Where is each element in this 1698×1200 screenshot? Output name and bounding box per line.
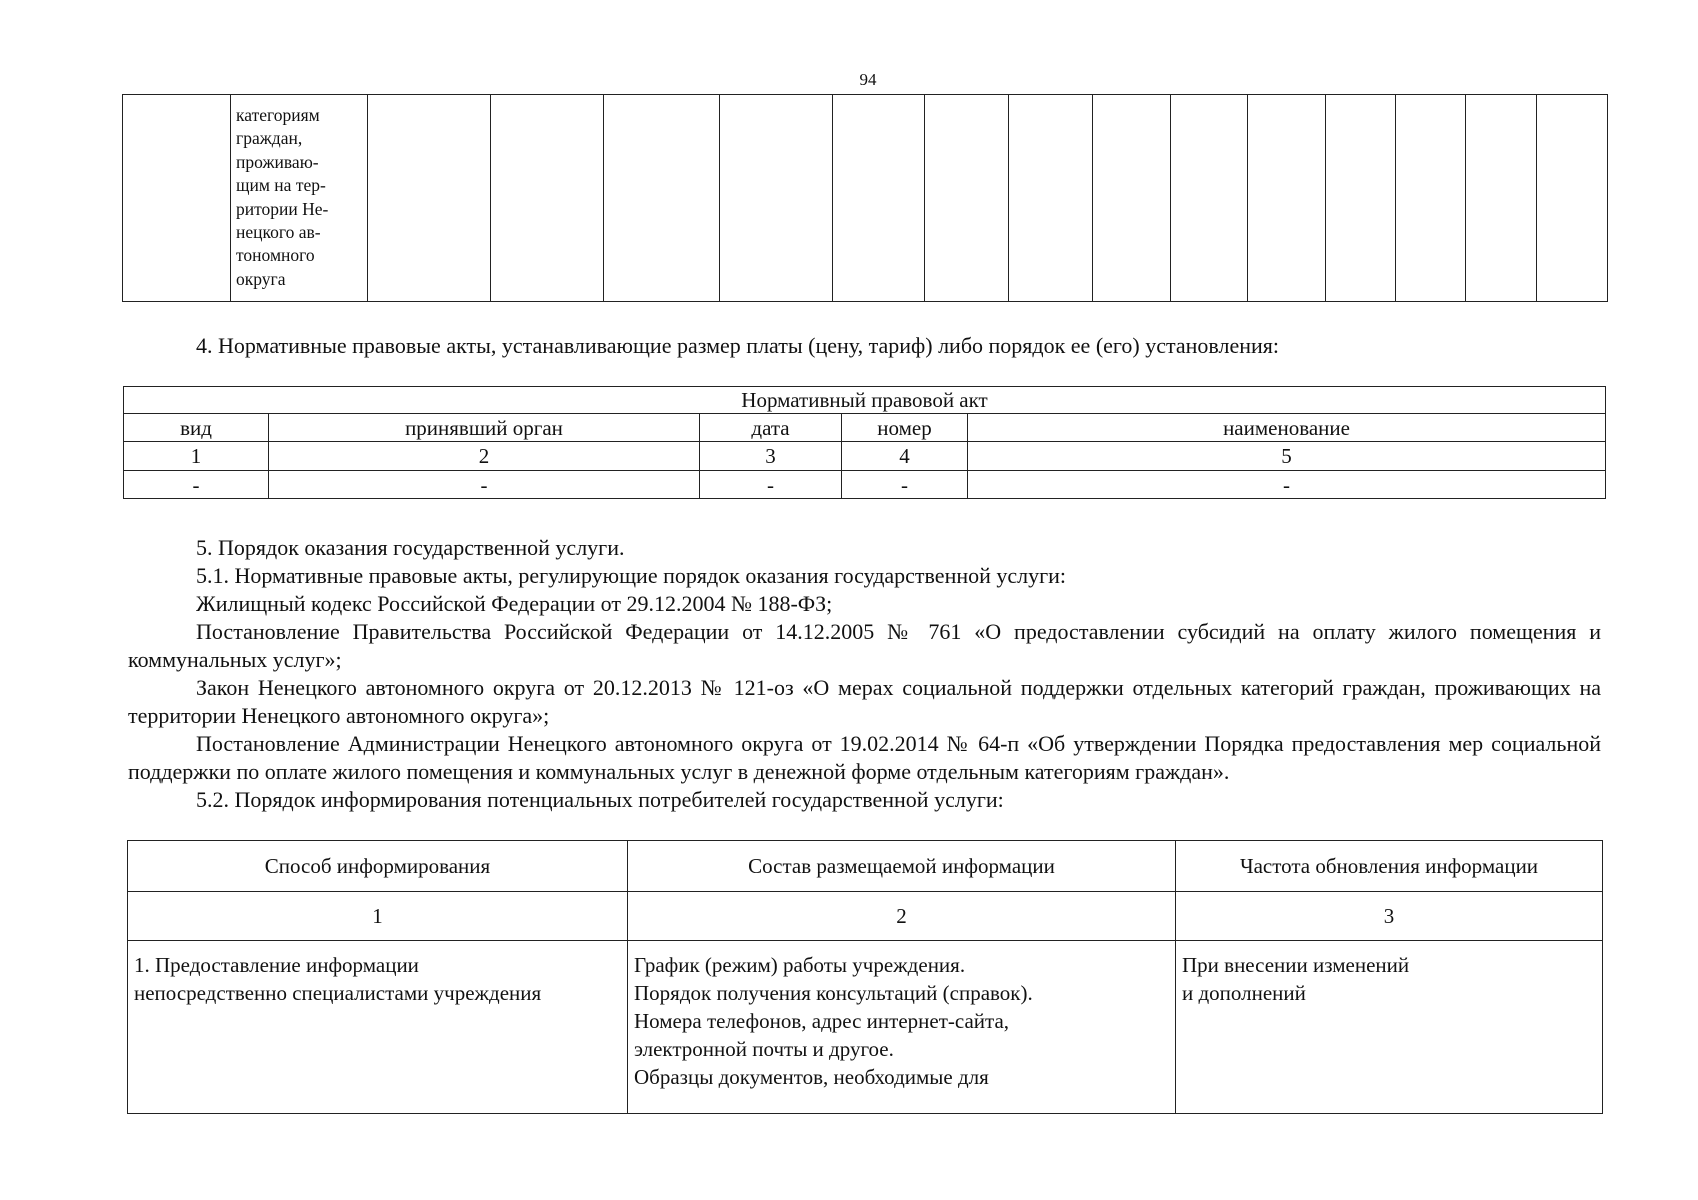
section-5-body [128, 534, 1601, 814]
table-row [124, 471, 1606, 499]
column-number: 1 [124, 442, 269, 471]
table-cell [491, 95, 604, 302]
table-cell [368, 95, 491, 302]
table-cell [1093, 95, 1171, 302]
table-row [128, 892, 1603, 941]
category-line: граждан, [236, 128, 303, 149]
page-number: 94 [859, 70, 877, 89]
acts-table-title: Нормативный правовой акт [124, 387, 1606, 414]
table-cell: - [269, 471, 700, 499]
column-header: номер [842, 414, 968, 442]
column-header: Частота обновления информации [1176, 841, 1603, 892]
content-line: Номера телефонов, адрес интернет-сайта, [634, 1009, 1010, 1033]
method-line: 1. Предоставление информации [134, 953, 419, 977]
section-4-heading: 4. Нормативные правовые акты, устанавливающие размер платы (цену, тариф) либо порядок ее (его) установления: [196, 333, 1280, 358]
table-cell [719, 95, 832, 302]
legal-act-item: Жилищный кодекс Российской Федерации от 29.12.2004 № 188-ФЗ; [196, 591, 833, 616]
content-line: График (режим) работы учреждения. [634, 953, 966, 977]
column-number: 5 [968, 442, 1606, 471]
column-header: наименование [968, 414, 1606, 442]
section-5-1-heading: 5.1. Нормативные правовые акты, регулирующие порядок оказания государственной услуги: [196, 563, 1067, 588]
table-cell [1248, 95, 1326, 302]
category-line: округа [236, 268, 286, 289]
table-cell [1170, 95, 1248, 302]
table-cell [1466, 95, 1536, 302]
column-number: 1 [128, 892, 628, 941]
column-header: принявший орган [269, 414, 700, 442]
table-cell: - [700, 471, 842, 499]
table-cell: - [842, 471, 968, 499]
table-cell [832, 95, 924, 302]
category-cell [231, 95, 368, 302]
column-number: 4 [842, 442, 968, 471]
table-row [124, 414, 1606, 442]
table-row [124, 387, 1606, 414]
frequency-cell [1176, 941, 1603, 1114]
column-number: 3 [700, 442, 842, 471]
category-line: нецкого ав- [236, 222, 321, 243]
method-cell [128, 941, 628, 1114]
column-number: 2 [628, 892, 1176, 941]
section-5-2-heading: 5.2. Порядок информирования потенциальных потребителей государственной услуги: [196, 787, 1004, 812]
information-methods-table [127, 840, 1603, 1114]
table-row [128, 941, 1603, 1114]
frequency-line: и дополнений [1182, 981, 1306, 1005]
column-header: вид [124, 414, 269, 442]
category-line: ритории Не- [236, 198, 329, 219]
category-line: щим на тер- [236, 175, 326, 196]
table-cell [1325, 95, 1395, 302]
frequency-line: При внесении изменений [1182, 953, 1410, 977]
category-line: тономного [236, 245, 315, 266]
table-cell [1009, 95, 1093, 302]
table-row [128, 841, 1603, 892]
table-cell [1396, 95, 1466, 302]
category-line: категориям [236, 105, 320, 125]
table-row [124, 442, 1606, 471]
column-number: 2 [269, 442, 700, 471]
legal-act-item: Постановление Правительства Российской Федерации от 14.12.2005 № 761 «О предоставлении субсидий на оплату жилого помещения и коммунальных услуг»; [128, 619, 1601, 672]
column-header: Способ информирования [128, 841, 628, 892]
column-header: Состав размещаемой информации [628, 841, 1176, 892]
content-line: Образцы документов, необходимые для [634, 1065, 989, 1089]
content-line: Порядок получения консультаций (справок). [634, 981, 1033, 1005]
content-cell [628, 941, 1176, 1114]
legal-acts-table [123, 386, 1606, 499]
column-header: дата [700, 414, 842, 442]
continuation-table [122, 94, 1608, 302]
table-cell: - [124, 471, 269, 499]
legal-act-item: Закон Ненецкого автономного округа от 20.12.2013 № 121-оз «О мерах социальной поддержки отдельных категорий граждан, проживающих на территории Ненецкого автономного округа»; [128, 675, 1601, 728]
method-line: непосредственно специалистами учреждения [134, 981, 542, 1005]
section-5-heading: 5. Порядок оказания государственной услуги. [196, 535, 625, 560]
table-cell: - [968, 471, 1606, 499]
table-cell [925, 95, 1009, 302]
table-cell [123, 95, 231, 302]
column-number: 3 [1176, 892, 1603, 941]
table-cell [1536, 95, 1607, 302]
table-row [123, 95, 1608, 302]
table-cell [604, 95, 719, 302]
content-line: электронной почты и другое. [634, 1037, 894, 1061]
category-line: проживаю- [236, 151, 319, 172]
legal-act-item: Постановление Администрации Ненецкого автономного округа от 19.02.2014 № 64-п «Об утверждении Порядка предоставления мер социальной поддержки по оплате жилого помещения и коммунальных услуг в денежной форме отдельным категориям граждан». [128, 731, 1601, 784]
